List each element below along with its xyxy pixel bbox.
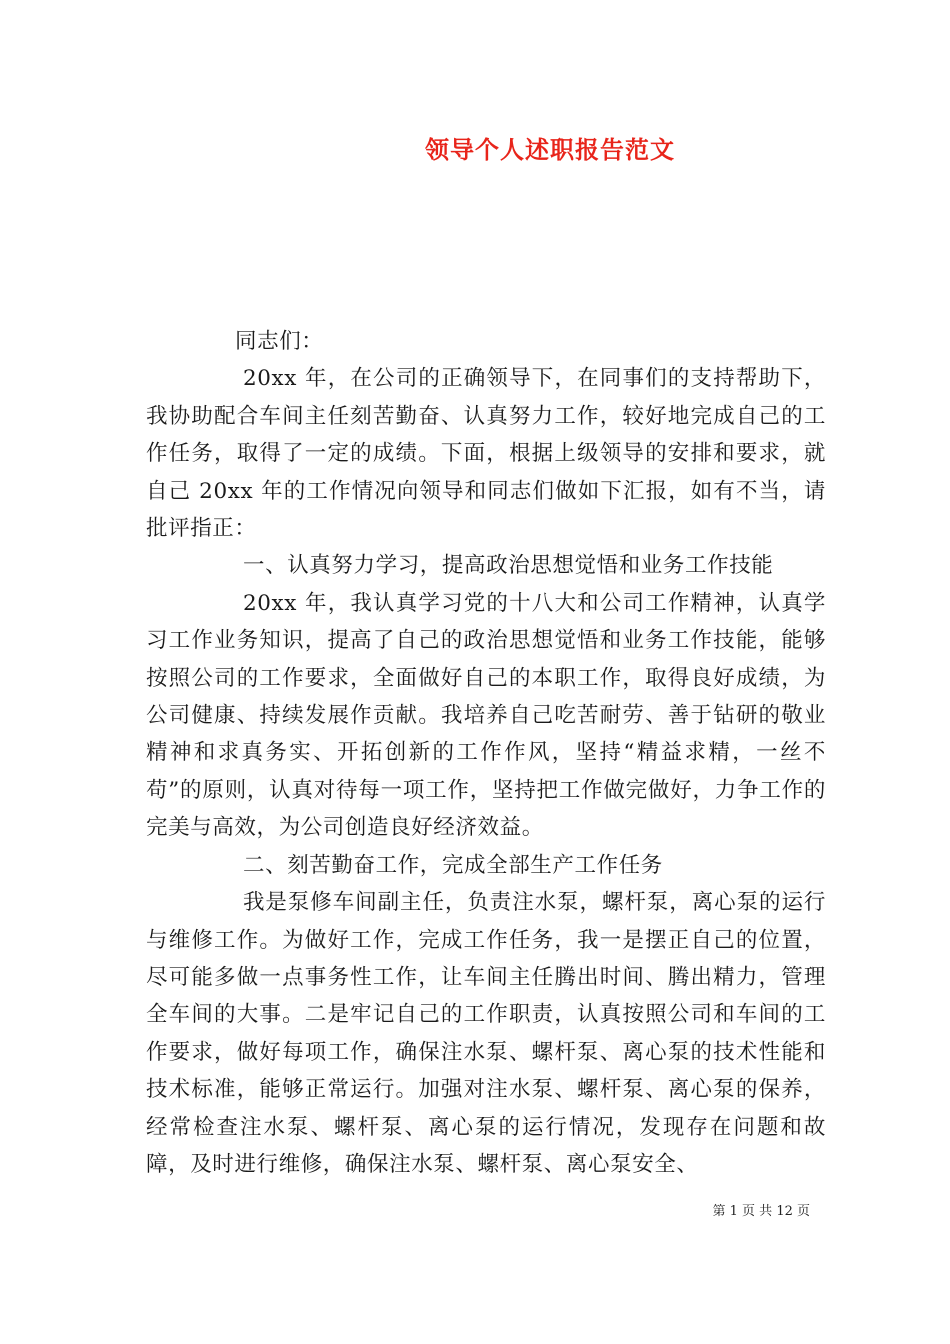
document-body: [146, 323, 826, 1183]
greeting: 同志们：: [235, 329, 324, 354]
document-title: 领导个人述职报告范文: [425, 135, 675, 164]
section-heading-2: 二、刻苦勤奋工作，完成全部生产工作任务: [243, 852, 663, 878]
paragraph-section-1: 20xx 年，我认真学习党的十八大和公司工作精神，认真学习工作业务知识，提高了自己的政治思想觉悟和业务工作技能，能够按照公司的工作要求，全面做好自己的本职工作，取得良好成绩，为公司健康、持续发展作贡献。我培养自己吃苦耐劳、善于钻研的敬业精神和求真务实、开拓创新的工作作风，坚持“精益求精，一丝不苟”的原则，认真对待每一项工作，坚持把工作做完做好，力争工作的完美与高效，为公司创造良好经济效益。: [146, 590, 826, 841]
page-number: 第 1 页 共 12 页: [712, 1204, 810, 1219]
paragraph-section-2: 我是泵修车间副主任，负责注水泵，螺杆泵，离心泵的运行与维修工作。为做好工作，完成工作任务，我一是摆正自己的位置，尽可能多做一点事务性工作，让车间主任腾出时间、腾出精力，管理全车间的大事。二是牢记自己的工作职责，认真按照公司和车间的工作要求，做好每项工作，确保注水泵、螺杆泵、离心泵的技术性能和技术标准，能够正常运行。加强对注水泵、螺杆泵、离心泵的保养，经常检查注水泵、螺杆泵、离心泵的运行情况，发现存在问题和故障，及时进行维修，确保注水泵、螺杆泵、离心泵安全、: [146, 890, 826, 1177]
paragraph-intro: 20xx 年，在公司的正确领导下，在同事们的支持帮助下，我协助配合车间主任刻苦勤奋、认真努力工作，较好地完成自己的工作任务，取得了一定的成绩。下面，根据上级领导的安排和要求，就自己 20xx 年的工作情况向领导和同志们做如下汇报，如有不当，请批评指正：: [146, 366, 826, 542]
section-heading-1: 一、认真努力学习，提高政治思想觉悟和业务工作技能: [243, 553, 774, 579]
